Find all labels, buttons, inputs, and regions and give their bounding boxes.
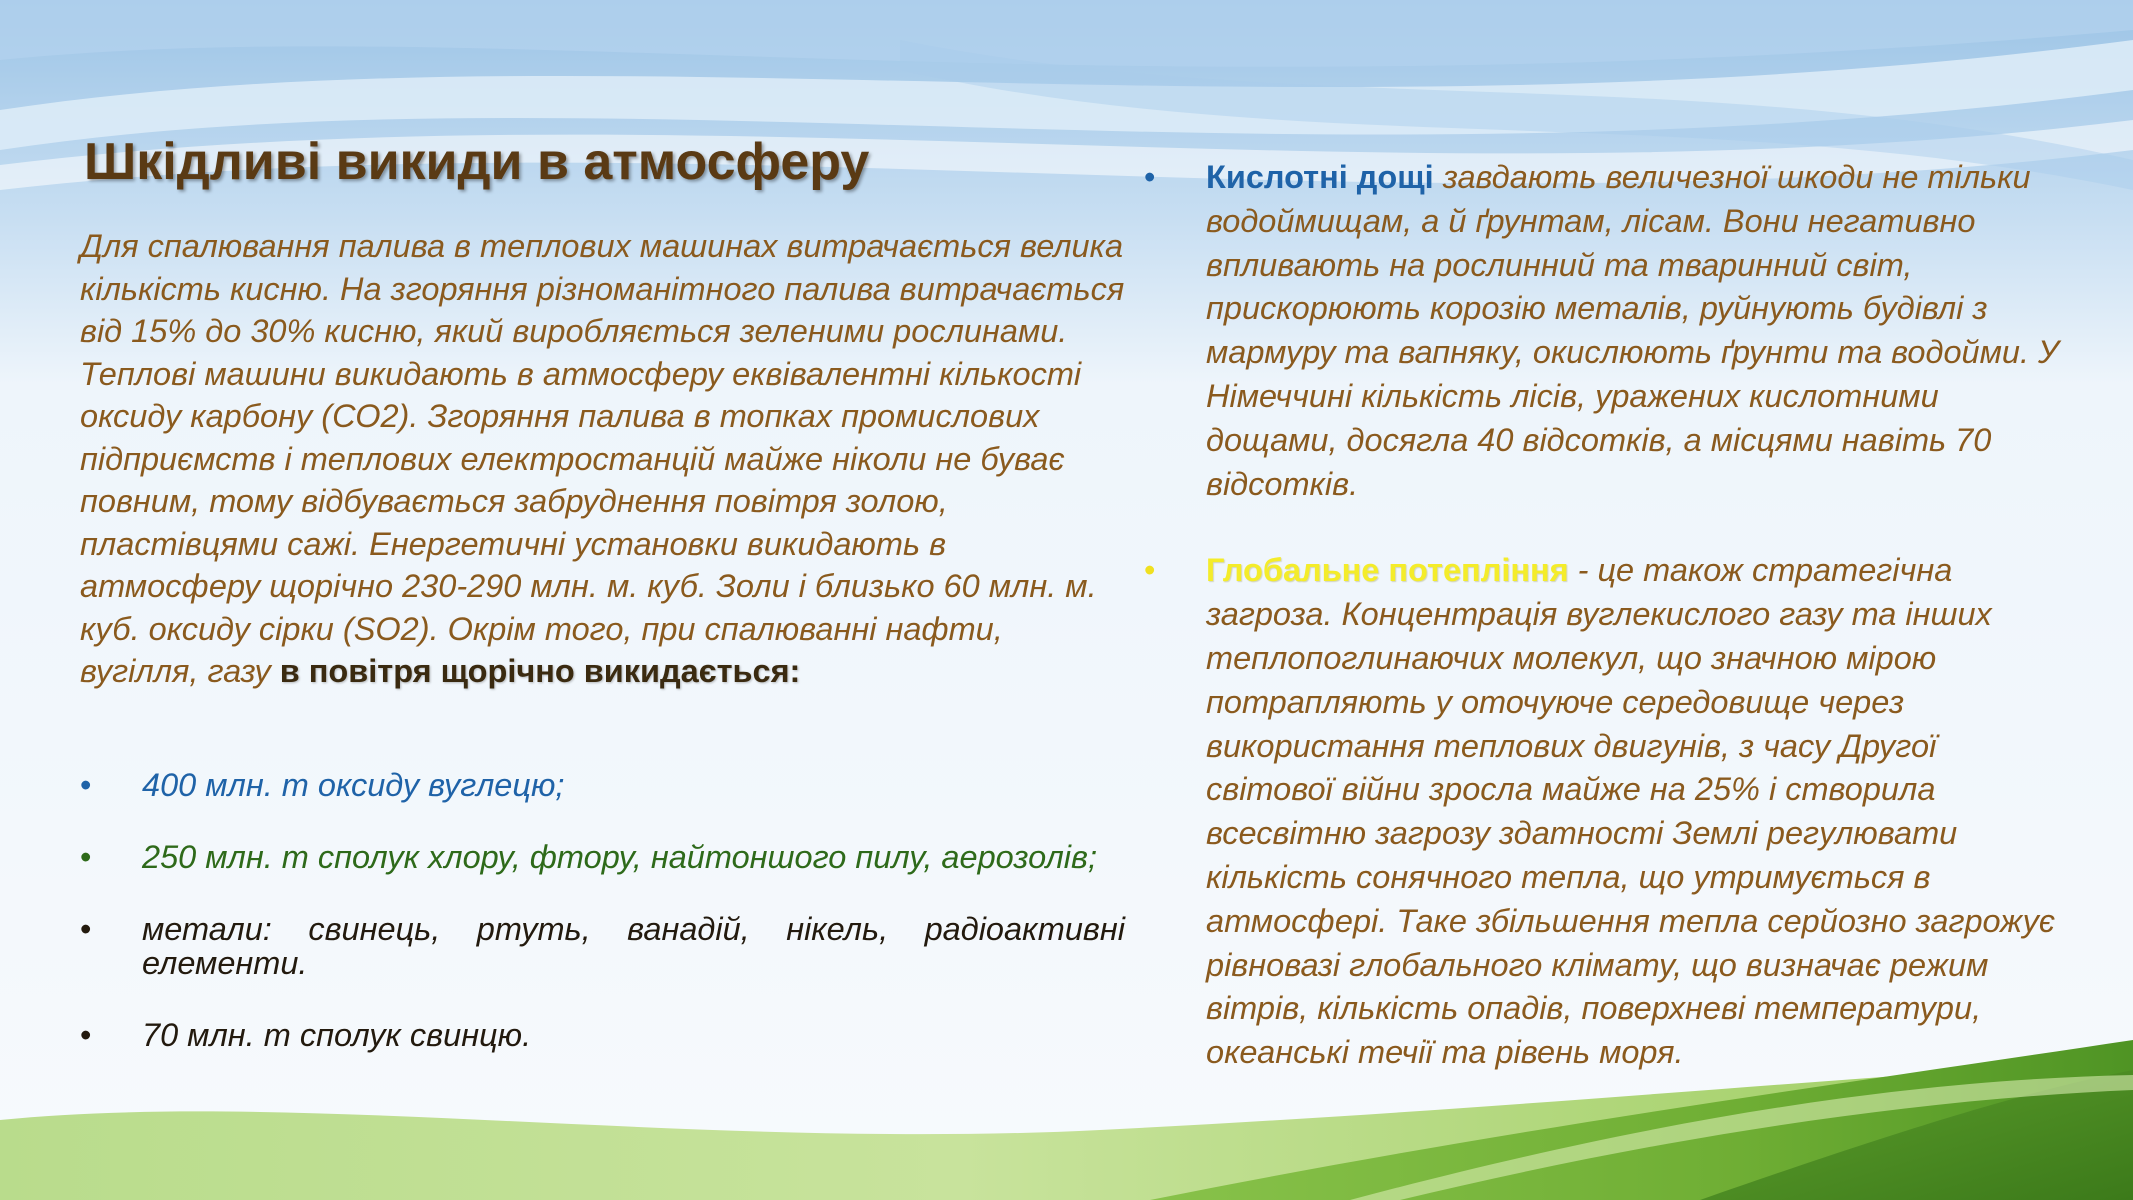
bullet-icon: • xyxy=(1144,159,1156,195)
list-item xyxy=(80,840,1125,874)
list-item-text: 400 млн. т оксиду вуглецю; xyxy=(142,767,565,803)
acid-rain-item xyxy=(1140,156,2060,506)
list-item-text: 70 млн. т сполук свинцю. xyxy=(142,1017,532,1053)
effects-list xyxy=(1140,156,2060,1075)
slide-title: Шкідливі викиди в атмосферу xyxy=(84,133,870,191)
intro-paragraph xyxy=(80,225,1125,693)
intro-bold-text: в повітря щорічно викидається: xyxy=(279,653,801,689)
acid-rain-term: Кислотні дощі xyxy=(1206,159,1434,195)
bullet-icon: • xyxy=(80,911,92,947)
emissions-list xyxy=(80,768,1125,1052)
list-item-text: метали: свинець, ртуть, ванадій, нікель, радіоактивні елементи. xyxy=(142,911,1125,981)
bullet-icon: • xyxy=(80,1017,92,1053)
bullet-icon: • xyxy=(80,839,92,875)
list-item xyxy=(80,1018,1125,1052)
list-item-text: 250 млн. т сполук хлору, фтору, найтоншого пилу, аерозолів; xyxy=(142,839,1098,875)
global-warming-text: - це також стратегічна загроза. Концентрація вуглекислого газу та інших теплопоглинаючих молекул, що значною мірою потрапляють у оточуюче середовище через використання теплових двигунів, з часу Другої світової війни зросла майже на 25% і створила всесвітню загрозу здатності Землі регулювати кількість сонячного тепла, що утримується в атмосфері. Таке збільшення тепла серйозно загрожує рівновазі глобального клімату, що визначає режим вітрів, кількість опадів, поверхневі температури, океанські течії та рівень моря. xyxy=(1206,552,2055,1071)
list-item xyxy=(80,912,1125,980)
global-warming-item xyxy=(1140,549,2060,1075)
acid-rain-text: завдають величезної шкоди не тільки водоймищам, а й ґрунтам, лісам. Вони негативно впливають на рослинний та тваринний світ, прискорюють корозію металів, руйнують будівлі з мармуру та вапняку, окислюють ґрунти та водойми. У Німеччині кількість лісів, уражених кислотними дощами, досягла 40 відсотків, а місцями навіть 70 відсотків. xyxy=(1206,159,2059,502)
bullet-icon: • xyxy=(80,767,92,803)
global-warming-term: Глобальне потепління xyxy=(1206,552,1569,589)
intro-text: Для спалювання палива в теплових машинах витрачається велика кількість кисню. На згоряння різноманітного палива витрачається від 15% до 30% кисню, який виробляється зеленими рослинами. Теплові машини викидають в атмосферу еквівалентні кількості оксиду карбону (СО2). Згоряння палива в топках промислових підприємств і теплових електростанцій майже ніколи не буває повним, тому відбувається забруднення повітря золою, пластівцями сажі. Енергетичні установки викидають в атмосферу щорічно 230-290 млн. м. куб. Золи і близько 60 млн. м. куб. оксиду сірки (SO2). Окрім того, при спалюванні нафти, вугілля, газу xyxy=(80,228,1125,689)
list-item xyxy=(80,768,1125,802)
bullet-icon: • xyxy=(1144,552,1156,589)
